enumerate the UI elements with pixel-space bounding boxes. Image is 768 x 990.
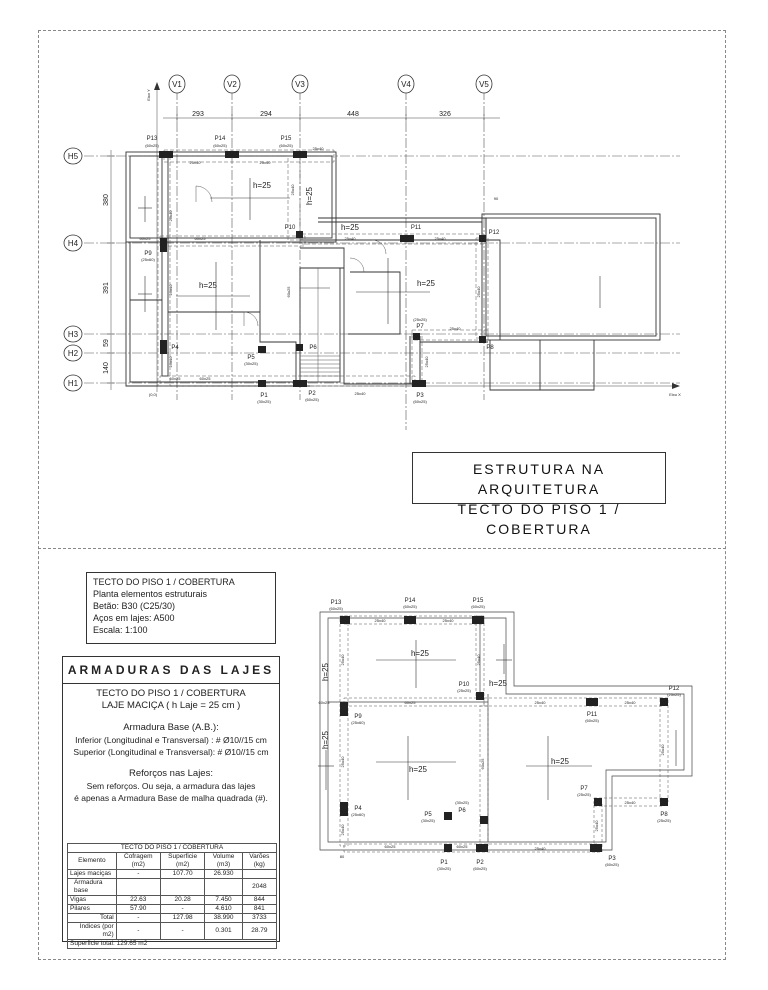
sp-pillar-p13-size: (60x25) [329, 606, 343, 611]
sp-pillar-p9: P9 [354, 714, 362, 720]
beam-label: 25x40 [168, 284, 173, 296]
axis-x-label: Eixo X [669, 392, 681, 397]
slab-label: h=25 [198, 281, 218, 290]
pillar-p7-size: (25x25) [413, 317, 427, 322]
beam-label: 60x25 [286, 286, 291, 298]
table-row [68, 923, 277, 940]
cell: 844 [242, 896, 276, 905]
cell [116, 879, 160, 896]
armaduras-ref: Sem reforços. Ou seja, a armadura das lajes [86, 781, 256, 791]
sp-pillar-p11: P11 [586, 712, 598, 718]
axis-v5: V5 [479, 80, 489, 89]
sp-pillar-p14-size: (60x25) [403, 604, 417, 609]
sp-pillar-p1-size: (30x25) [437, 866, 451, 871]
cell: Total [68, 914, 117, 923]
armaduras-title: ARMADURAS DAS LAJES [63, 657, 279, 684]
pillar-p7-label: P7 [416, 324, 424, 330]
sp-pillar-p1: P1 [440, 860, 448, 866]
sp-slab-label: h=25 [321, 730, 330, 750]
sp-slab-label: h=25 [321, 662, 330, 682]
cell: Indices (por m2) [68, 923, 117, 940]
beam-label: 60x25 [169, 376, 181, 381]
sp-beam-label: 25x40 [624, 800, 636, 805]
armaduras-box [62, 656, 280, 947]
cell: - [116, 870, 160, 879]
info-box [86, 572, 276, 644]
sp-beam-label: 60x25 [318, 700, 330, 705]
beam-label: 25x40 [168, 210, 173, 222]
sp-pillar-p3-size: (60x25) [605, 862, 619, 867]
axis-v2: V2 [227, 80, 237, 89]
cell: 22.63 [116, 896, 160, 905]
origin-label: (0,0) [148, 392, 158, 397]
sp-beam-label: 60x25 [384, 844, 396, 849]
sp-pillar-p9-size: (25x60) [351, 720, 365, 725]
sp-beam-label: 25x40 [594, 820, 599, 832]
armaduras-sub: LAJE MACIÇA ( h Laje = 25 cm ) [101, 700, 241, 711]
title-line-2: TECTO DO PISO 1 / COBERTURA [457, 501, 621, 537]
sp-beam-label: 25x40 [624, 700, 636, 705]
pillar-p10-label: P10 [284, 225, 296, 231]
cell: - [160, 923, 205, 940]
dim-59: 59 [103, 339, 110, 347]
sp-beam-label: 25x40 [476, 654, 481, 666]
quantities-footer: Superficie total: 129.65 m2 [68, 940, 277, 949]
pillar-p2-label: P2 [308, 391, 316, 397]
axis-y-label: Eixo Y [146, 89, 151, 101]
table-row [68, 870, 277, 879]
cell [160, 879, 205, 896]
table-row [68, 896, 277, 905]
sp-beam-label: 25x40 [534, 700, 546, 705]
cell: Vigas [68, 896, 117, 905]
cell: Armadura base [68, 879, 117, 896]
col-header: Varões (kg) [242, 853, 276, 870]
cell: 841 [242, 905, 276, 914]
sp-pillar-p6: P6 [458, 808, 466, 814]
cell: 20.28 [160, 896, 205, 905]
dim-90: 90 [493, 196, 499, 201]
beam-label: 25x40 [424, 356, 429, 368]
sp-dim-80: 80 [339, 854, 345, 859]
sp-beam-label: 25x40 [340, 654, 345, 666]
cell: 26.930 [205, 870, 242, 879]
dim-391: 391 [103, 282, 110, 294]
beam-label: 60x25 [199, 376, 211, 381]
slab-label: h=25 [416, 279, 436, 288]
beam-label: 25x40 [259, 160, 271, 165]
pillar-p13-label: P13 [146, 136, 158, 142]
quantities-title: TECTO DO PISO 1 / COBERTURA [68, 844, 277, 853]
axis-v4: V4 [401, 80, 411, 89]
title-line-1: ESTRUTURA NA ARQUITETURA [472, 461, 606, 497]
armaduras-sub: TECTO DO PISO 1 / COBERTURA [96, 688, 246, 699]
pillar-p3-size: (60x25) [413, 399, 427, 404]
sp-beam-label: 60x25 [480, 758, 485, 770]
sp-pillar-p13: P13 [330, 600, 342, 606]
dim-380: 380 [103, 194, 110, 206]
sp-pillar-p11-size: (60x25) [585, 718, 599, 723]
beam-label: 25x40 [449, 326, 461, 331]
sp-pillar-p3: P3 [608, 856, 616, 862]
beam-label: 60x25 [139, 236, 151, 241]
beam-label: 25x40 [344, 236, 356, 241]
sp-pillar-p2-size: (60x25) [473, 866, 487, 871]
armaduras-ref: é apenas a Armadura Base de malha quadrada (#). [74, 793, 268, 803]
sp-beam-label: 25x40 [374, 618, 386, 623]
dim-326: 326 [439, 111, 451, 118]
info-line: Aços em lajes: A500 [93, 613, 175, 623]
sp-pillar-p15: P15 [472, 598, 484, 604]
sp-pillar-p8-size: (25x25) [657, 818, 671, 823]
title-block [412, 452, 666, 537]
beam-label: 25x40 [354, 391, 366, 396]
sp-slab-label: h=25 [488, 679, 508, 688]
axis-v3: V3 [295, 80, 305, 89]
cell [242, 870, 276, 879]
pillar-p5-size: (30x25) [244, 361, 258, 366]
cell: Lajes maciças [68, 870, 117, 879]
beam-label: 25x40 [312, 146, 324, 151]
pillar-p6-label: P6 [309, 345, 317, 351]
beam-label: 25x40 [290, 184, 295, 196]
axis-v1: V1 [172, 80, 182, 89]
sp-slab-label: h=25 [408, 765, 428, 774]
sp-pillar-p15-size: (60x25) [471, 604, 485, 609]
sp-pillar-p12: P12 [668, 686, 680, 692]
sp-pillar-p5-size: (30x25) [421, 818, 435, 823]
armaduras-base-sup: Superior (Longitudinal e Transversal): # Ø10//15 cm [73, 747, 269, 757]
sp-pillar-p5: P5 [424, 812, 432, 818]
pillar-p15-label: P15 [280, 136, 292, 142]
beam-label: 25x40 [168, 356, 173, 368]
pillar-p13-size: (60x25) [145, 143, 159, 148]
sp-beam-label: 60x25 [456, 844, 468, 849]
cell: 57.90 [116, 905, 160, 914]
pillar-p4-label: P4 [171, 345, 179, 351]
info-line: Planta elementos estruturais [93, 589, 208, 599]
col-header: Superficie (m2) [160, 853, 205, 870]
table-row [68, 879, 277, 896]
cell: 28.79 [242, 923, 276, 940]
col-header: Volume (m3) [205, 853, 242, 870]
pillar-p14-size: (60x25) [213, 143, 227, 148]
sp-pillar-p7-size: (25x25) [577, 792, 591, 797]
info-line: TECTO DO PISO 1 / COBERTURA [93, 577, 235, 587]
axis-h5: H5 [67, 152, 79, 161]
dim-293: 293 [192, 111, 204, 118]
table-row [68, 905, 277, 914]
sp-beam-label: 25x40 [340, 756, 345, 768]
cell: 7.450 [205, 896, 242, 905]
cell: - [116, 914, 160, 923]
pillar-p5-label: P5 [247, 355, 255, 361]
cell: 3733 [242, 914, 276, 923]
cell: 38.990 [205, 914, 242, 923]
sp-pillar-p4-size: (25x60) [351, 812, 365, 817]
pillar-p1-label: P1 [260, 393, 268, 399]
slab-label: h=25 [340, 223, 360, 232]
axis-h2: H2 [67, 349, 79, 358]
cell: 107.70 [160, 870, 205, 879]
beam-label: 25x40 [476, 286, 481, 298]
pillar-p9-label: P9 [144, 251, 152, 257]
sp-pillar-p4: P4 [354, 806, 362, 812]
beam-label: 25x40 [434, 236, 446, 241]
col-header: Elemento [68, 853, 117, 870]
sp-beam-label: 25x40 [340, 824, 345, 836]
sp-beam-label: 60x25 [404, 700, 416, 705]
pillar-p11-label: P11 [410, 225, 422, 231]
col-header: Cofragem (m2) [116, 853, 160, 870]
armaduras-ref-title: Reforços nas Lajes: [129, 768, 213, 779]
quantities-table [67, 843, 277, 949]
armaduras-base-title: Armadura Base (A.B.): [123, 722, 219, 733]
pillar-p8-label: P8 [486, 345, 494, 351]
sp-slab-label: h=25 [550, 757, 570, 766]
cell [205, 879, 242, 896]
sp-pillar-p10-size: (25x25) [457, 688, 471, 693]
axis-h3: H3 [67, 330, 79, 339]
pillar-p3-label: P3 [416, 393, 424, 399]
cell: 127.98 [160, 914, 205, 923]
sp-beam-label: 25x40 [534, 846, 546, 851]
pillar-p9-size: (25x60) [141, 257, 155, 262]
cell: Pilares [68, 905, 117, 914]
sp-slab-label: h=25 [410, 649, 430, 658]
dim-294: 294 [260, 111, 272, 118]
pillar-p12-label: P12 [488, 230, 500, 236]
armaduras-base-inf: Inferior (Longitudinal e Transversal) : # Ø10//15 cm [75, 735, 267, 745]
cell: - [116, 923, 160, 940]
slab-label: h=25 [305, 186, 314, 206]
sp-pillar-p6-size: (30x25) [455, 800, 469, 805]
pillar-p14-label: P14 [214, 136, 226, 142]
beam-label: 25x40 [189, 160, 201, 165]
sheet-divider [38, 548, 726, 549]
cell: 4.610 [205, 905, 242, 914]
axis-h1: H1 [67, 379, 79, 388]
sp-beam-label: 25x40 [442, 618, 454, 623]
sp-pillar-p8: P8 [660, 812, 668, 818]
sp-pillar-p10: P10 [458, 682, 470, 688]
axis-h4: H4 [67, 239, 79, 248]
sp-pillar-p7: P7 [580, 786, 588, 792]
sp-pillar-p2: P2 [476, 860, 484, 866]
sp-pillar-p12-size: (25x25) [667, 692, 681, 697]
info-line: Escala: 1:100 [93, 625, 148, 635]
table-row [68, 914, 277, 923]
slab-label: h=25 [252, 181, 272, 190]
pillar-p1-size: (30x25) [257, 399, 271, 404]
dim-448: 448 [347, 111, 359, 118]
sp-beam-label: 25x40 [660, 744, 665, 756]
sp-pillar-p14: P14 [404, 598, 416, 604]
dim-140: 140 [103, 362, 110, 374]
pillar-p15-size: (60x25) [279, 143, 293, 148]
cell: 0.301 [205, 923, 242, 940]
structural-plan [300, 580, 700, 880]
info-line: Betão: B30 (C25/30) [93, 601, 176, 611]
cell: - [160, 905, 205, 914]
cell: 2048 [242, 879, 276, 896]
pillar-p2-size: (60x25) [305, 397, 319, 402]
beam-label: 60x25 [194, 236, 206, 241]
